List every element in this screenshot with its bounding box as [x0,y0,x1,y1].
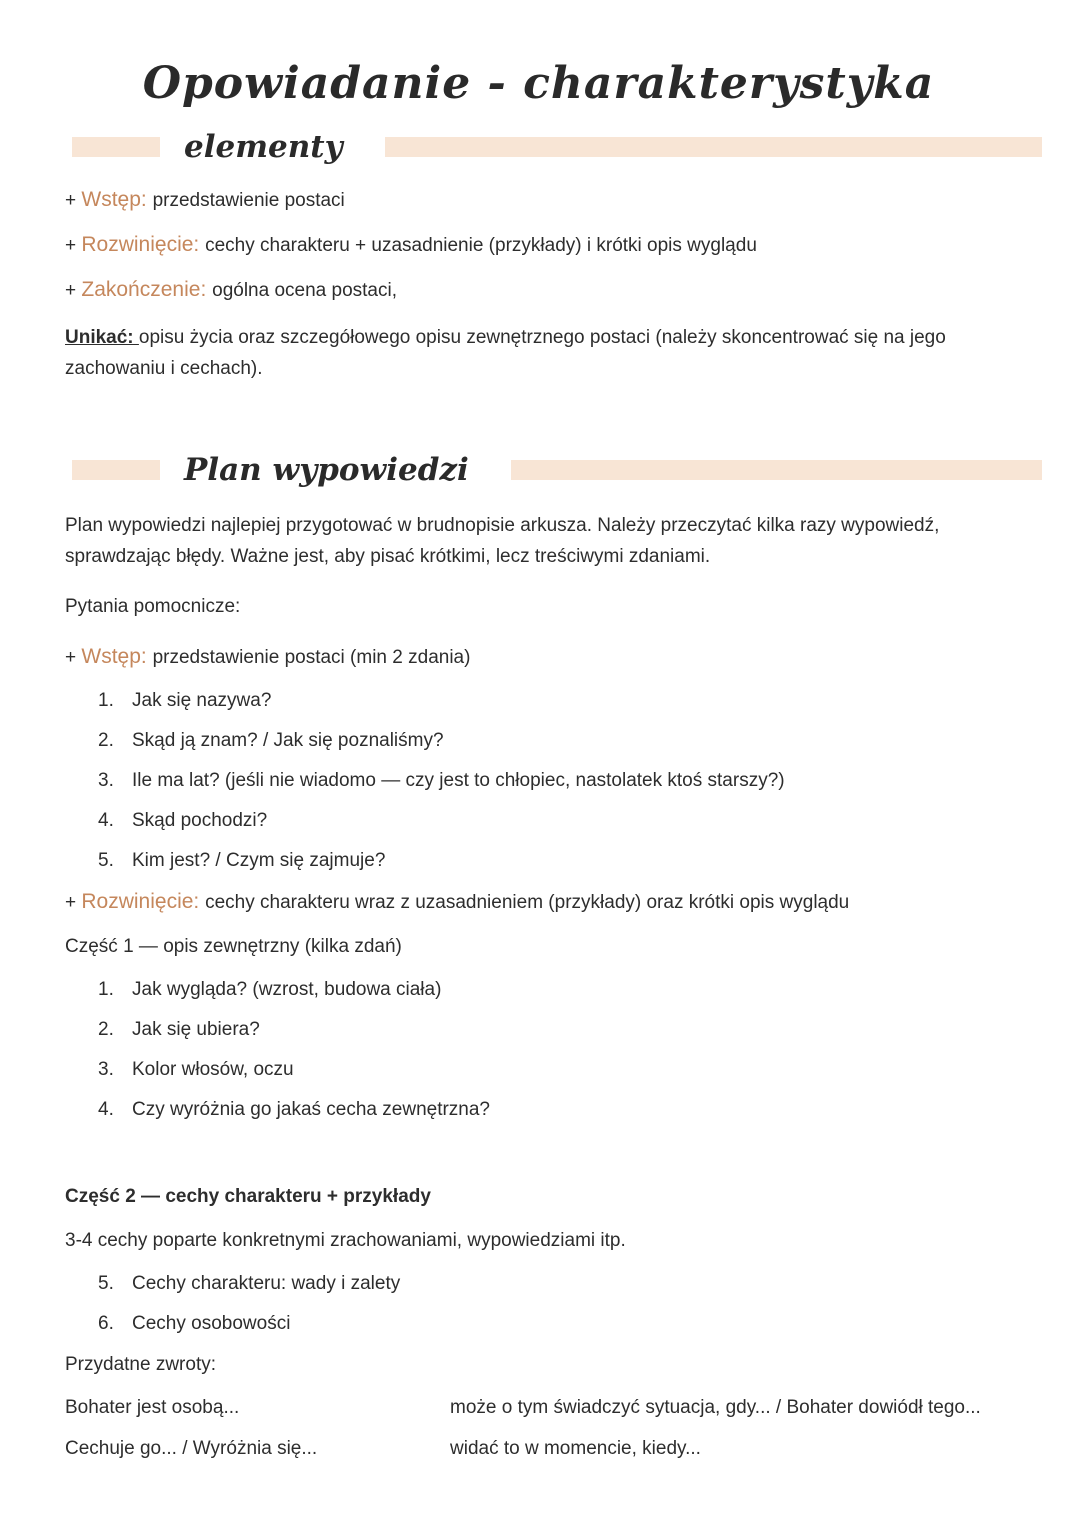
plus-sign: + [65,190,82,211]
list-text: Czy wyróżnia go jakaś cecha zewnętrzna? [132,1099,491,1120]
avoid-term: Unikać: [65,327,139,348]
phrase-right: widać to w momencie, kiedy... [450,1438,701,1459]
element-item-zakonczenie [65,277,1042,304]
term-wstep: Wstęp: [81,188,153,211]
page-title: Opowiadanie - charakterystyka [142,58,935,109]
term-rozwiniecie-desc: cechy charakteru wraz z uzasadnieniem (przykłady) oraz krótki opis wyglądu [205,892,850,913]
list-item [98,1058,1042,1082]
plus-sign: + [65,235,82,256]
section-heading-plan: Plan wypowiedzi [184,452,469,488]
phrase-left: Bohater jest osobą... [65,1397,240,1418]
questions-label: Pytania pomocnicze: [65,596,241,617]
list-item [98,1098,1042,1122]
accent-bar-right [511,460,1042,480]
plan-intro: Plan wypowiedzi najlepiej przygotować w brudnopisie arkusza. Należy przeczytać kilka razy wypowiedź, sprawdzając błędy. Ważne jest, aby pisać krótkimi, lecz treściwymi zdaniami. [65,515,940,567]
term-wstep-desc: przedstawienie postaci (min 2 zdania) [152,647,471,668]
list-number: 4. [98,1099,114,1120]
plus-sign: + [65,892,82,913]
list-item [98,769,1042,793]
list-item [98,729,1042,753]
list-number: 1. [98,979,114,1000]
accent-bar-left [72,137,160,157]
list-number: 3. [98,770,114,791]
term-rozwiniecie: Rozwinięcie: [81,890,206,913]
list-number: 1. [98,690,114,711]
list-number: 5. [98,850,114,871]
section-header-plan [72,452,1042,488]
accent-bar-left [72,460,160,480]
list-text: Skąd pochodzi? [132,810,268,831]
phrases-label: Przydatne zwroty: [65,1354,216,1375]
list-item [98,1312,1042,1336]
phrase-row [65,1437,1042,1461]
plan-item-rozwiniecie [65,889,1042,916]
plus-sign: + [65,647,82,668]
avoid-text: opisu życia oraz szczegółowego opisu zewnętrznego postaci (należy skoncentrować się na jego zachowaniu i cechach). [65,327,946,379]
element-item-rozwiniecie [65,232,1042,259]
list-number: 4. [98,810,114,831]
plus-sign: + [65,280,82,301]
element-item-wstep [65,187,1042,214]
list-text: Ile ma lat? (jeśli nie wiadomo — czy jest to chłopiec, nastolatek ktoś starszy?) [132,770,785,791]
section-header-elementy [72,129,1042,165]
term-wstep: Wstęp: [81,645,153,668]
list-text: Skąd ją znam? / Jak się poznaliśmy? [132,730,444,751]
list-text: Jak się ubiera? [132,1019,260,1040]
list-number: 3. [98,1059,114,1080]
list-text: Kim jest? / Czym się zajmuje? [132,850,386,871]
phrase-row [65,1396,1042,1420]
list-item [98,809,1042,833]
term-wstep-desc: przedstawienie postaci [152,190,345,211]
list-item [98,1018,1042,1042]
list-text: Kolor włosów, oczu [132,1059,294,1080]
list-item [98,1272,1042,1296]
list-number: 2. [98,1019,114,1040]
czesc1-label: Część 1 — opis zewnętrzny (kilka zdań) [65,936,402,957]
czesc2-label: Część 2 — cechy charakteru + przykłady [65,1186,431,1207]
term-zakonczenie: Zakończenie: [81,278,213,301]
list-text: Cechy charakteru: wady i zalety [132,1273,401,1294]
phrase-right: może o tym świadczyć sytuacja, gdy... / Bohater dowiódł tego... [450,1397,981,1418]
list-number: 5. [98,1273,114,1294]
list-text: Cechy osobowości [132,1313,291,1334]
term-rozwiniecie-desc: cechy charakteru + uzasadnienie (przykłady) i krótki opis wyglądu [205,235,757,256]
plan-item-wstep [65,644,1042,671]
accent-bar-right [385,137,1042,157]
list-item [98,689,1042,713]
term-rozwiniecie: Rozwinięcie: [81,233,206,256]
list-text: Jak się nazywa? [132,690,272,711]
term-zakonczenie-desc: ogólna ocena postaci, [212,280,397,301]
list-text: Jak wygląda? (wzrost, budowa ciała) [132,979,442,1000]
avoid-note [65,322,965,384]
list-item [98,849,1042,873]
section-heading-elementy: elementy [184,129,343,165]
list-number: 6. [98,1313,114,1334]
list-item [98,978,1042,1002]
phrase-left: Cechuje go... / Wyróżnia się... [65,1438,318,1459]
list-number: 2. [98,730,114,751]
czesc2-desc: 3-4 cechy poparte konkretnymi zrachowaniami, wypowiedziami itp. [65,1230,626,1251]
